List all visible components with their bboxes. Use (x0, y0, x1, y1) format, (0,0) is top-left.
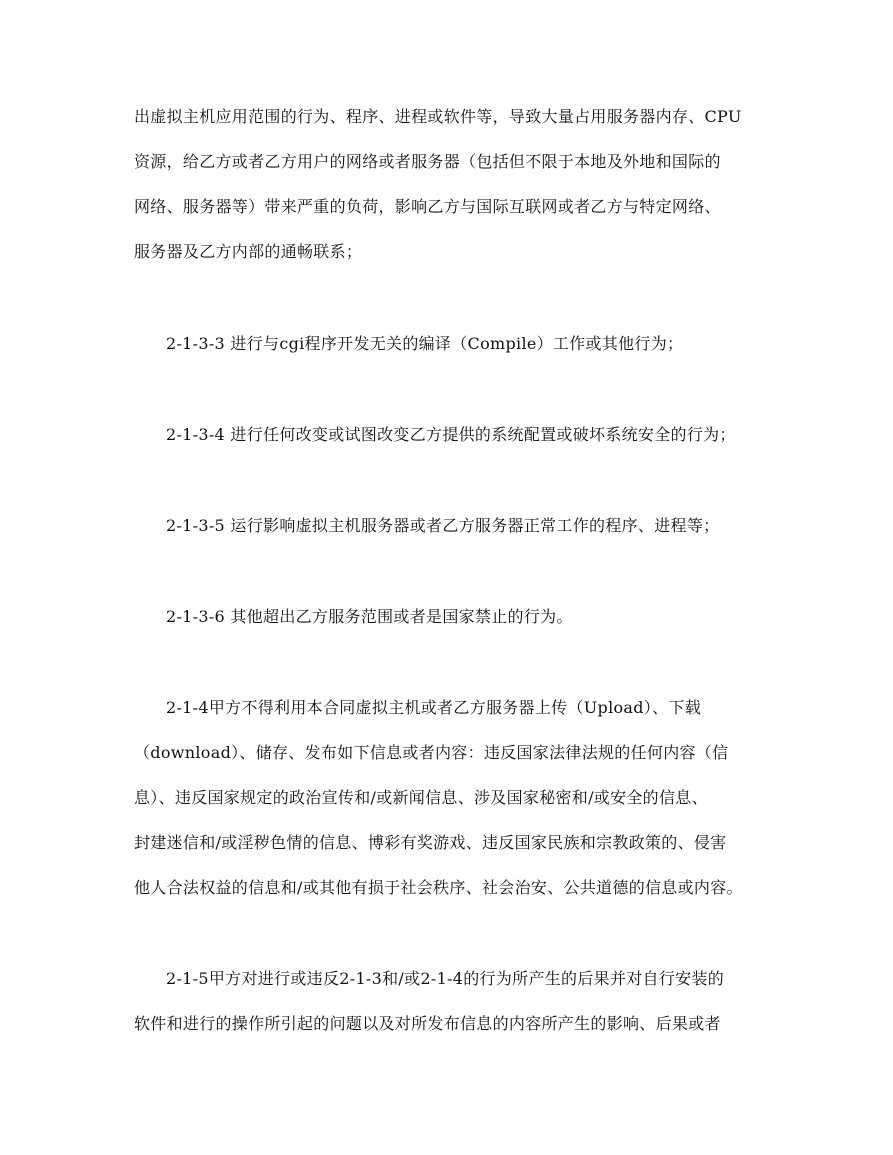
clause-2-1-3-3: 2-1-3-3 进行与cgi程序开发无关的编译（Compile）工作或其他行为； (166, 334, 684, 353)
clause-2-1-5-line: 软件和进行的操作所引起的问题以及对所发布信息的内容所产生的影响、后果或者 (134, 1014, 721, 1033)
clause-2-1-4-line: 2-1-4甲方不得利用本合同虚拟主机或者乙方服务器上传（Upload）、下载 (166, 698, 702, 717)
clause-2-1-4-line: 息）、违反国家规定的政治宣传和/或新闻信息、涉及国家秘密和/或安全的信息、 (134, 788, 708, 807)
paragraph-line: 网络、服务器等）带来严重的负荷，影响乙方与国际互联网或者乙方与特定网络、 (134, 197, 721, 216)
clause-2-1-3-5: 2-1-3-5 运行影响虚拟主机服务器或者乙方服务器正常工作的程序、进程等； (166, 516, 720, 535)
paragraph-line: 出虚拟主机应用范围的行为、程序、进程或软件等，导致大量占用服务器内存、CPU (134, 107, 742, 126)
clause-2-1-3-6: 2-1-3-6 其他超出乙方服务范围或者是国家禁止的行为。 (166, 607, 573, 626)
clause-2-1-4-line: 封建迷信和/或淫秽色情的信息、博彩有奖游戏、违反国家民族和宗教政策的、侵害 (134, 833, 727, 852)
clause-2-1-3-4: 2-1-3-4 进行任何改变或试图改变乙方提供的系统配置或破坏系统安全的行为； (166, 425, 736, 444)
paragraph-line: 服务器及乙方内部的通畅联系； (134, 242, 363, 261)
paragraph-line: 资源，给乙方或者乙方用户的网络或者服务器（包括但不限于本地及外地和国际的 (134, 152, 721, 171)
clause-2-1-4-line: （download）、储存、发布如下信息或者内容：违反国家法律法规的任何内容（信 (134, 743, 729, 762)
clause-2-1-5-line: 2-1-5甲方对进行或违反2-1-3和/或2-1-4的行为所产生的后果并对自行安装的 (166, 969, 725, 988)
clause-2-1-4-line: 他人合法权益的信息和/或其他有损于社会秩序、社会治安、公共道德的信息或内容。 (134, 878, 743, 897)
